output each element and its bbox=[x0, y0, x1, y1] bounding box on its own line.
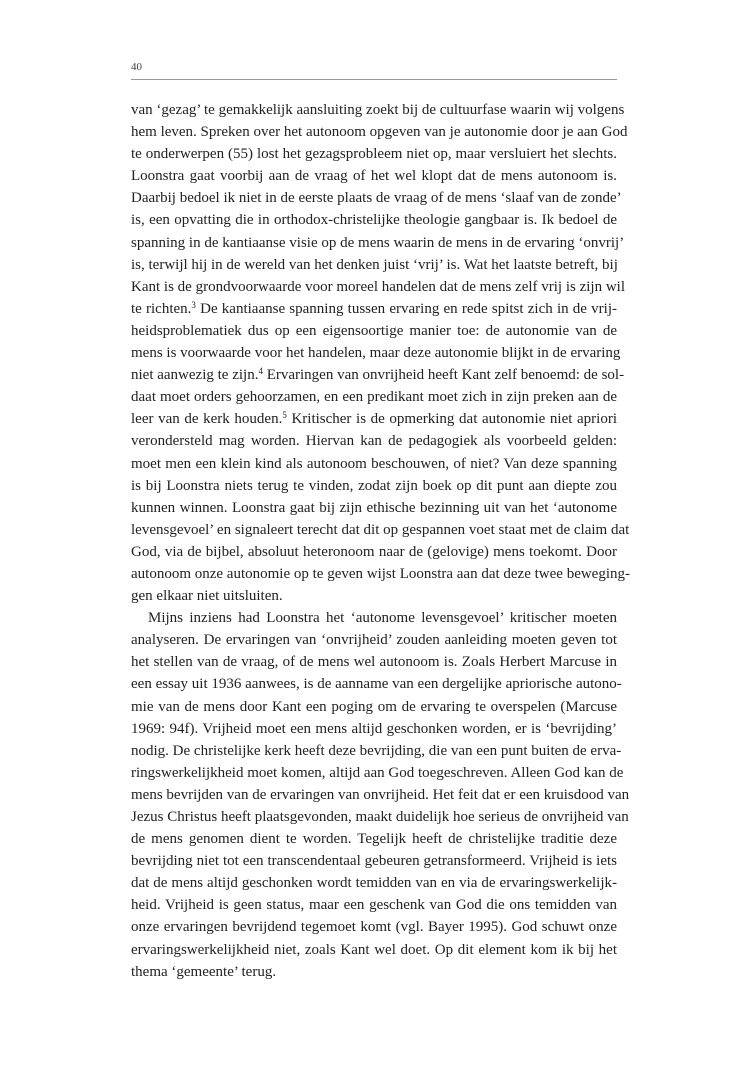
text-line: analyseren. De ervaringen van ‘onvrijheid’ zouden aanleiding moeten geven tot bbox=[131, 632, 617, 649]
text-line: mens bevrijden van de ervaringen van onvrijheid. Het feit dat er een kruisdood van bbox=[131, 786, 630, 803]
text-line: is bij Loonstra niets terug te vinden, zodat zijn boek op dit punt aan diepte zou bbox=[131, 477, 617, 494]
text-line: een essay uit 1936 aanwees, is de aanname van een dergelijke apriorische autono- bbox=[131, 676, 622, 693]
text-segment: te richten. bbox=[131, 300, 192, 317]
text-line: spanning in de kantiaanse visie op de mens waarin de mens in de ervaring ‘onvrij’ bbox=[131, 234, 625, 251]
text-line: ringswerkelijkheid moet komen, altijd aan God toegeschreven. Alleen God kan de bbox=[131, 764, 624, 781]
text-line: het stellen van de vraag, of de mens wel autonoom is. Zoals Herbert Marcuse in bbox=[131, 654, 617, 671]
text-line: mens is voorwaarde voor het handelen, maar deze autonomie blijkt in de ervaring bbox=[131, 345, 621, 362]
text-line: van ‘gezag’ te gemakkelijk aansluiting zoekt bij de cultuurfase waarin wij volgens bbox=[131, 102, 625, 118]
text-line: onze ervaringen bevrijdend tegemoet komt (vgl. Bayer 1995). God schuwt onze bbox=[131, 919, 617, 936]
text-line: bevrijding niet tot een transcendentaal gebeuren getransformeerd. Vrijheid is iets bbox=[131, 853, 617, 870]
footnote-marker: 4 bbox=[258, 366, 263, 377]
text-line bbox=[131, 408, 617, 430]
text-line: God, via de bijbel, absoluut heteronoom naar de (gelovige) mens toekomt. Door bbox=[131, 543, 617, 560]
text-line: kunnen winnen. Loonstra gaat bij zijn ethische bezinning uit van het ‘autonome bbox=[131, 499, 617, 516]
text-line: Loonstra gaat voorbij aan de vraag of het wel klopt dat de mens autonoom is. bbox=[131, 168, 617, 185]
text-line: dat de mens altijd geschonken wordt temidden van en via de ervaringswerkelijk- bbox=[131, 875, 617, 892]
text-line: Kant is de grondvoorwaarde voor moreel handelen dat de mens zelf vrij is zijn wil bbox=[131, 278, 626, 295]
text-segment: De kantiaanse spanning tussen ervaring en rede spitst zich in de vrij- bbox=[195, 300, 617, 317]
text-line: de mens genomen dient te worden. Tegelijk heeft de christelijke traditie deze bbox=[131, 831, 617, 848]
text-line: nodig. De christelijke kerk heeft deze bevrijding, die van een punt buiten de erva- bbox=[131, 742, 622, 759]
page-number: 40 bbox=[131, 61, 142, 73]
text-line: Jezus Christus heeft plaatsgevonden, maakt duidelijk hoe serieus de onvrijheid van bbox=[131, 809, 629, 825]
text-segment: niet aanwezig te zijn. bbox=[131, 367, 259, 384]
text-line: ervaringswerkelijkheid niet, zoals Kant wel doet. Op dit element kom ik bij het bbox=[131, 941, 617, 958]
text-line bbox=[131, 364, 625, 386]
text-line: Daarbij bedoel ik niet in de eerste plaats de vraag of de mens ‘slaaf van de zonde’ bbox=[131, 190, 622, 207]
text-line: heid. Vrijheid is geen status, maar een geschenk van God die ons temidden van bbox=[131, 897, 617, 914]
text-line: hem leven. Spreken over het autonoom opgeven van je autonomie door je aan God bbox=[131, 124, 628, 141]
text-line: heidsproblematiek dus op een eigensoortige manier toe: de autonomie van de bbox=[131, 322, 617, 339]
text-line: is, een opvatting die in orthodox-christelijke theologie gangbaar is. Ik bedoel de bbox=[131, 212, 617, 229]
text-segment: Kritischer is de opmerking dat autonomie niet apriori bbox=[286, 411, 618, 428]
body-text bbox=[131, 99, 630, 983]
text-line: daat moet orders gehoorzamen, en een predikant moet zich in zijn preken aan de bbox=[131, 389, 617, 406]
text-line: gen elkaar niet uitsluiten. bbox=[131, 588, 283, 605]
text-line: verondersteld mag worden. Hiervan kan de pedagogiek als voorbeeld gelden: bbox=[131, 433, 617, 450]
text-line: thema ‘gemeente’ terug. bbox=[131, 963, 277, 980]
text-line: 1969: 94f). Vrijheid moet een mens altijd geschonken worden, er is ‘bevrijding’ bbox=[131, 720, 617, 737]
text-segment: leer van de kerk houden. bbox=[131, 411, 283, 428]
text-line: mie van de mens door Kant een poging om de ervaring te overspelen (Marcuse bbox=[131, 698, 617, 715]
text-line: moet men een klein kind als autonoom beschouwen, of niet? Van deze spanning bbox=[131, 455, 617, 472]
text-segment: Ervaringen van onvrijheid heeft Kant zelf benoemd: de sol- bbox=[262, 367, 625, 384]
text-line bbox=[131, 298, 617, 320]
header-rule bbox=[131, 79, 617, 80]
footnote-marker: 3 bbox=[191, 299, 196, 310]
footnote-marker: 5 bbox=[282, 410, 287, 421]
text-line: autonoom onze autonomie op te geven wijst Loonstra aan dat deze twee beweging- bbox=[131, 565, 630, 582]
text-line: levensgevoel’ en signaleert terecht dat dit op gespannen voet staat met de claim dat bbox=[131, 521, 630, 538]
paragraph bbox=[131, 607, 630, 983]
text-line: is, terwijl hij in de wereld van het denken juist ‘vrij’ is. Wat het laatste betreft, bij bbox=[131, 256, 618, 273]
text-line: Mijns inziens had Loonstra het ‘autonome levensgevoel’ kritischer moeten bbox=[148, 610, 617, 627]
paragraph bbox=[131, 99, 630, 607]
text-line: te onderwerpen (55) lost het gezagsprobleem niet op, maar versluiert het slechts. bbox=[131, 146, 617, 163]
